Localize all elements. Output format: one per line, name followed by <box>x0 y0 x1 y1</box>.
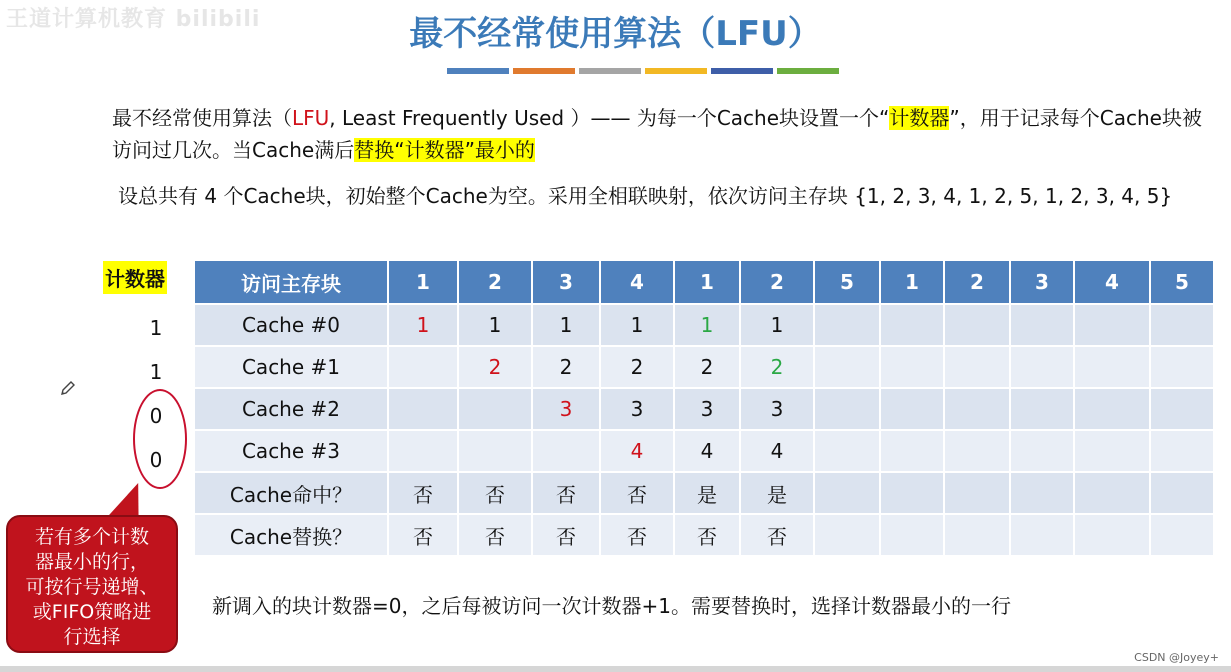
counter-label: 计数器 <box>103 261 167 294</box>
table-cell: 3 <box>532 388 600 430</box>
slide-title: 最不经常使用算法（LFU） <box>409 14 822 54</box>
table-cell <box>944 346 1010 388</box>
counter-value-3: 0 <box>149 448 163 472</box>
table-cell: 4 <box>674 430 740 472</box>
table-row <box>194 514 1214 556</box>
table-cell: 是 <box>740 472 814 514</box>
lfu-table <box>193 259 1215 557</box>
callout-line: 可按行号递增、 <box>25 576 159 598</box>
callout-line: 行选择 <box>63 626 121 648</box>
table-cell <box>1150 388 1214 430</box>
table-row <box>194 430 1214 472</box>
table-cell: 2 <box>532 346 600 388</box>
col-header: 2 <box>740 260 814 304</box>
table-cell <box>880 472 944 514</box>
example-paragraph: 设总共有 4 个Cache块，初始整个Cache为空。采用全相联映射，依次访问主存块 {1, 2, 3, 4, 1, 2, 5, 1, 2, 3, 4, 5} <box>118 184 1173 208</box>
table-cell <box>880 304 944 346</box>
def-rest: , Least Frequently Used ）—— 为每一个Cache块设置一个“ <box>329 106 890 130</box>
table-cell <box>1074 472 1150 514</box>
callout-line: 器最小的行， <box>34 551 149 573</box>
table-cell <box>880 346 944 388</box>
table-cell <box>880 388 944 430</box>
table-cell <box>880 514 944 556</box>
table-cell: 1 <box>458 304 532 346</box>
watermark: 王道计算机教育 bilibili <box>6 7 261 32</box>
col-header: 3 <box>532 260 600 304</box>
col-header: 5 <box>814 260 880 304</box>
table-cell: 3 <box>740 388 814 430</box>
table-cell <box>1074 388 1150 430</box>
row-label: Cache #2 <box>194 388 388 430</box>
table-cell: 否 <box>532 514 600 556</box>
table-cell <box>1010 430 1074 472</box>
callout-line: 或FIFO策略进 <box>32 601 152 623</box>
title-underline-bars <box>447 68 839 74</box>
table-cell: 1 <box>532 304 600 346</box>
table-cell <box>944 514 1010 556</box>
table-cell: 1 <box>388 304 458 346</box>
table-cell: 1 <box>740 304 814 346</box>
footnote: 新调入的块计数器=0，之后每被访问一次计数器+1。需要替换时，选择计数器最小的一行 <box>212 594 1011 618</box>
table-cell <box>814 514 880 556</box>
bar-navy <box>711 68 773 74</box>
definition-paragraph <box>112 102 1212 166</box>
callout-line: 若有多个计数 <box>34 526 149 548</box>
col-header: 1 <box>388 260 458 304</box>
col-header: 3 <box>1010 260 1074 304</box>
table-cell: 4 <box>600 430 674 472</box>
col-header: 4 <box>600 260 674 304</box>
bar-yellow <box>645 68 707 74</box>
table-cell: 否 <box>458 514 532 556</box>
table-cell: 4 <box>740 430 814 472</box>
col-header: 2 <box>458 260 532 304</box>
table-cell <box>532 430 600 472</box>
row-label: Cache替换？ <box>194 514 388 556</box>
table-cell <box>814 472 880 514</box>
table-cell: 否 <box>388 472 458 514</box>
table-cell: 是 <box>674 472 740 514</box>
credit: CSDN @Joyey+ <box>1134 651 1219 664</box>
col-header: 5 <box>1150 260 1214 304</box>
row-label: Cache #1 <box>194 346 388 388</box>
table-cell <box>814 304 880 346</box>
def-tail: ”，用于记录每个Cache块被访问过几次。当Cache满后 <box>112 106 1202 162</box>
table-cell: 2 <box>740 346 814 388</box>
zero-counters-circle <box>133 389 187 489</box>
table-cell <box>388 430 458 472</box>
table-cell <box>1010 346 1074 388</box>
table-cell: 1 <box>674 304 740 346</box>
callout-box <box>6 515 178 653</box>
def-counter-highlight: 计数器 <box>889 106 950 130</box>
table-cell <box>458 430 532 472</box>
table-cell <box>1010 388 1074 430</box>
table-cell: 否 <box>600 472 674 514</box>
col-header: 1 <box>674 260 740 304</box>
table-cell <box>944 304 1010 346</box>
table-row <box>194 388 1214 430</box>
table-cell <box>388 388 458 430</box>
table-row <box>194 304 1214 346</box>
table-cell: 否 <box>388 514 458 556</box>
table-cell <box>1150 304 1214 346</box>
table-cell <box>1074 514 1150 556</box>
bar-orange <box>513 68 575 74</box>
table-cell <box>1150 514 1214 556</box>
table-cell <box>388 346 458 388</box>
table-cell: 否 <box>740 514 814 556</box>
table-cell <box>880 430 944 472</box>
table-cell <box>1074 304 1150 346</box>
table-cell <box>458 388 532 430</box>
def-replace-highlight: 替换“计数器”最小的 <box>354 138 535 162</box>
table-cell <box>814 346 880 388</box>
bottom-strip <box>0 666 1231 672</box>
table-cell: 1 <box>600 304 674 346</box>
def-prefix: 最不经常使用算法（ <box>112 106 292 130</box>
table-cell <box>1010 472 1074 514</box>
header-label: 访问主存块 <box>194 260 388 304</box>
table-cell <box>814 430 880 472</box>
counter-value-1: 1 <box>149 360 163 384</box>
table-cell <box>944 472 1010 514</box>
row-label: Cache命中？ <box>194 472 388 514</box>
table-cell <box>944 430 1010 472</box>
table-cell <box>1150 430 1214 472</box>
bar-gray <box>579 68 641 74</box>
table-cell: 2 <box>458 346 532 388</box>
counter-value-0: 1 <box>149 316 163 340</box>
col-header: 1 <box>880 260 944 304</box>
bar-green <box>777 68 839 74</box>
col-header: 2 <box>944 260 1010 304</box>
table-cell <box>1074 430 1150 472</box>
table-cell: 3 <box>600 388 674 430</box>
table-cell: 否 <box>674 514 740 556</box>
table-row <box>194 472 1214 514</box>
table-cell: 2 <box>600 346 674 388</box>
counter-value-2: 0 <box>149 404 163 428</box>
bar-blue <box>447 68 509 74</box>
col-header: 4 <box>1074 260 1150 304</box>
table-cell <box>1074 346 1150 388</box>
table-cell: 否 <box>458 472 532 514</box>
def-lfu: LFU <box>292 106 330 130</box>
table-cell <box>1010 514 1074 556</box>
table-cell: 否 <box>600 514 674 556</box>
table-row <box>194 346 1214 388</box>
table-body <box>194 304 1214 556</box>
table-cell <box>814 388 880 430</box>
table-cell <box>1150 472 1214 514</box>
table-cell: 2 <box>674 346 740 388</box>
row-label: Cache #0 <box>194 304 388 346</box>
pencil-icon[interactable] <box>58 378 78 398</box>
row-label: Cache #3 <box>194 430 388 472</box>
table-cell <box>944 388 1010 430</box>
table-cell: 否 <box>532 472 600 514</box>
table-cell <box>1150 346 1214 388</box>
table-cell <box>1010 304 1074 346</box>
table-cell: 3 <box>674 388 740 430</box>
